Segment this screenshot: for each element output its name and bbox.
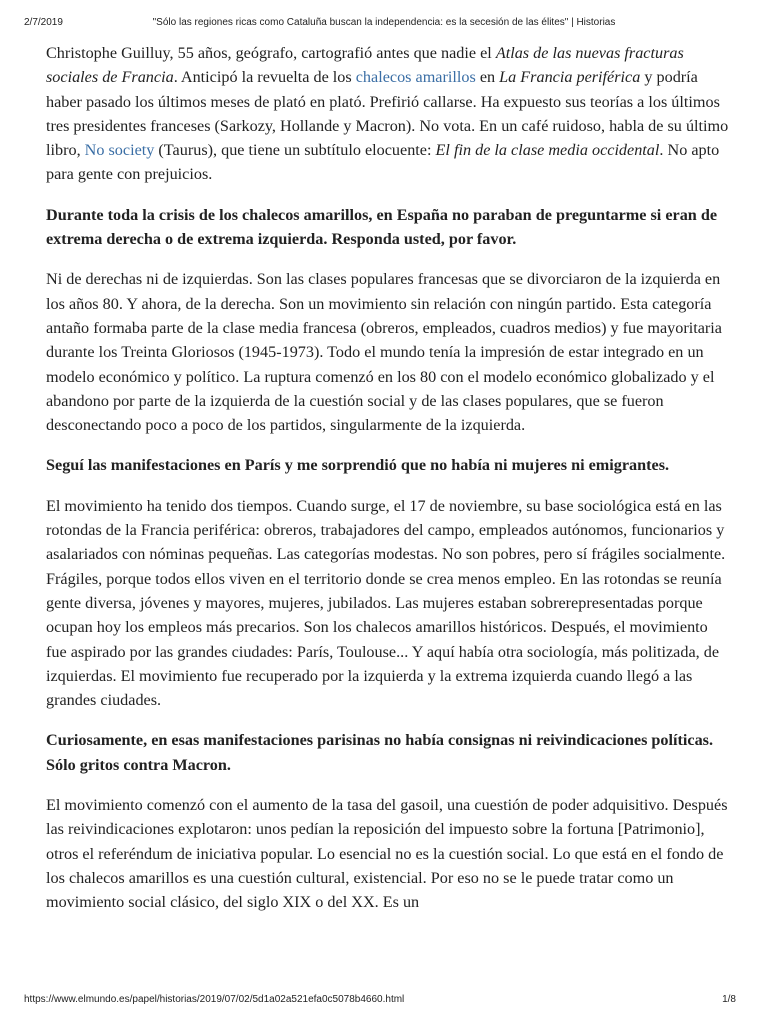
page-number: 1/8 <box>722 994 736 1005</box>
print-url: https://www.elmundo.es/papel/historias/2019/07/02/5d1a02a521efa0c5078b4660.html <box>24 994 405 1005</box>
book-title-atlas: Atlas de las nuevas fracturas sociales de Francia <box>46 44 684 87</box>
print-date: 2/7/2019 <box>24 17 63 28</box>
print-footer <box>0 994 768 1008</box>
intro-text: . Anticipó la revuelta de los <box>173 68 356 87</box>
no-society-link[interactable]: No society <box>84 141 155 160</box>
intro-text: (Taurus), que tiene un subtítulo elocuente: <box>154 141 436 160</box>
interview-answer: El movimiento ha tenido dos tiempos. Cuando surge, el 17 de noviembre, su base sociológica está en las rotondas de la Francia periférica: obreros, trabajadores del campo, empleados autónomos, funcionarios y asalariados con nóminas pequeñas. Las categorías modestas. No son pobres, pero sí frágiles socialmente. Frágiles, porque todos ellos viven en el territorio donde se crea menos empleo. En las rotondas se reunía gente diversa, jóvenes y mayores, mujeres, jubilados. Las mujeres estaban sobrerepresentadas porque ocupan hoy los empleos más precarios. Son los chalecos amarillos históricos. Después, el movimiento fue aspirado por las grandes ciudades: París, Toulouse... Y aquí había otra sociología, más politizada, de izquierdas. El movimiento fue recuperado por la izquierda y la extrema izquierda cuando llegó a las grandes ciudades. <box>46 496 726 710</box>
intro-text: y podría haber pasado los últimos meses de plató en plató. Prefirió callarse. Ha expuesto sus teorías a los últimos tres presidentes franceses (Sarkozy, Hollande y Macron). No vota. En un café ruidoso, habla de su último libro, <box>46 68 729 160</box>
print-header <box>0 17 768 31</box>
chalecos-amarillos-link[interactable]: chalecos amarillos <box>355 68 476 87</box>
print-page-title: "Sólo las regiones ricas como Cataluña buscan la independencia: es la secesión de las élites" | Historias <box>152 17 616 28</box>
intro-text: Christophe Guilluy, 55 años, geógrafo, cartografió antes que nadie el <box>46 44 496 62</box>
intro-text: . No apto para gente con prejuicios. <box>46 141 720 184</box>
interview-question: Seguí las manifestaciones en París y me sorprendió que no había ni mujeres ni emigrantes. <box>46 456 670 475</box>
interview-answer: Ni de derechas ni de izquierdas. Son las clases populares francesas que se divorciaron de la izquierda en los años 80. Y ahora, de la derecha. Son un movimiento sin relación con ningún partido. Esta categoría antaño formaba parte de la clase media francesa (obreros, empleados, cuadros medios) y fue mayoritaria durante los Treinta Gloriosos (1945-1973). Todo el mundo tenía la impresión de estar integrado en un modelo económico y político. La ruptura comenzó en los 80 con el modelo económico globalizado y el abandono por parte de la izquierda de la cuestión social y de las clases populares, que se fueron desconectando poco a poco de los partidos, singularmente de la izquierda. <box>46 270 722 435</box>
intro-text: en <box>475 68 500 87</box>
book-title-francia-periferica: La Francia periférica <box>499 68 641 87</box>
interview-question: Curiosamente, en esas manifestaciones parisinas no había consignas ni reivindicaciones políticas. Sólo gritos contra Macron. <box>46 731 714 774</box>
interview-answer: El movimiento comenzó con el aumento de la tasa del gasoil, una cuestión de poder adquisitivo. Después las reivindicaciones explotaron: unos pedían la reposición del impuesto sobre la fortuna [Patrimonio], otros el referéndum de iniciativa popular. Lo esencial no es la cuestión social. Lo que está en el fondo de los chalecos amarillos es una cuestión cultural, existencial. Por eso no se le puede tratar como un movimiento social clásico, del siglo XIX o del XX. Es un <box>46 796 728 912</box>
intro-paragraph <box>46 41 732 187</box>
subtitle-quote: El fin de la clase media occidental <box>435 141 660 160</box>
article-body <box>46 41 732 989</box>
interview-question: Durante toda la crisis de los chalecos amarillos, en España no paraban de preguntarme si eran de extrema derecha o de extrema izquierda. Responda usted, por favor. <box>46 205 718 249</box>
